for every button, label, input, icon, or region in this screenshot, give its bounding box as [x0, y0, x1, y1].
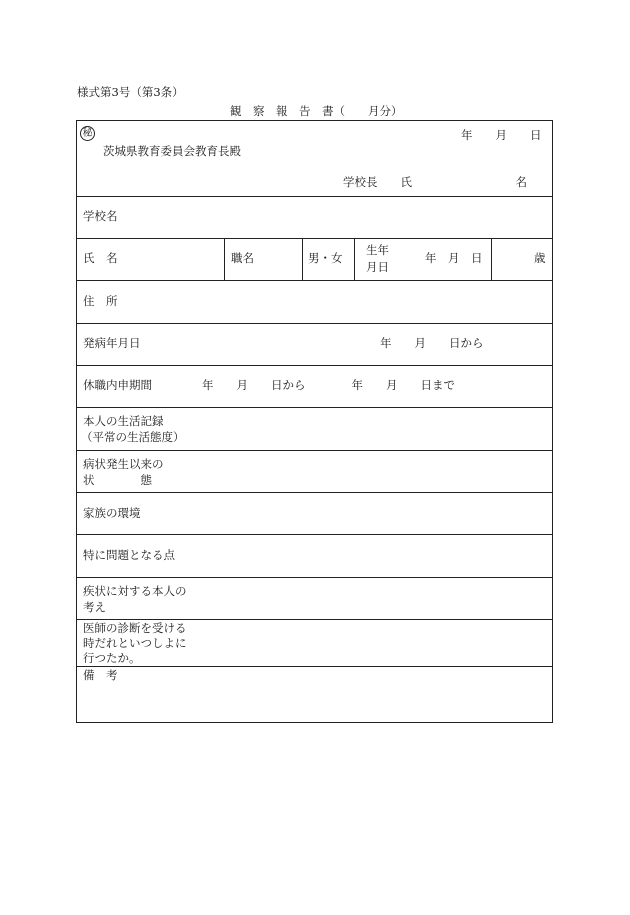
name-label: 氏 名	[83, 251, 118, 265]
condition-label-line1: 病状発生以来の	[83, 457, 164, 471]
issues-label: 特に問題となる点	[83, 548, 175, 562]
onset-date-label: 発病年月日	[83, 336, 141, 350]
document-title: 観 察 報 告 書（ 月分）	[230, 104, 403, 118]
self-opinion-line1: 疾状に対する本人の	[83, 584, 187, 598]
secret-seal-icon: 秘	[80, 126, 95, 141]
birth-label-line1: 生年	[366, 243, 389, 257]
school-name-label: 学校名	[83, 209, 118, 223]
leave-period-label: 休職内申期間	[83, 378, 152, 392]
column-divider	[491, 238, 492, 280]
row-divider	[77, 238, 552, 239]
row-divider	[77, 407, 552, 408]
principal-signature-line: 学校長 氏 名	[343, 175, 527, 189]
row-divider	[77, 577, 552, 578]
recipient: 茨城県教育委員会教育長殿	[103, 144, 241, 158]
row-divider	[77, 492, 552, 493]
gender-field: 男・女	[308, 251, 343, 265]
birth-date-field: 年 月 日	[425, 251, 483, 265]
report-date: 年 月 日	[461, 128, 542, 142]
leave-period-value: 年 月 日から 年 月 日まで	[202, 378, 455, 392]
column-divider	[302, 238, 303, 280]
form-number: 様式第3号（第3条）	[77, 85, 184, 99]
row-divider	[77, 323, 552, 324]
self-opinion-line2: 考え	[83, 600, 106, 614]
row-divider	[77, 450, 552, 451]
doctor-visit-line1: 医師の診断を受ける	[83, 621, 187, 635]
row-divider	[77, 196, 552, 197]
remarks-label: 備 考	[83, 668, 118, 682]
address-label: 住 所	[83, 294, 118, 308]
life-record-sublabel: （平常の生活態度）	[81, 430, 185, 444]
column-divider	[224, 238, 225, 280]
report-form	[76, 120, 553, 723]
onset-date-value: 年 月 日から	[380, 336, 484, 350]
column-divider	[354, 238, 355, 280]
row-divider	[77, 666, 552, 667]
life-record-label: 本人の生活記録	[83, 414, 164, 428]
doctor-visit-line3: 行つたか。	[83, 651, 141, 665]
condition-label-line2: 状 態	[83, 473, 152, 487]
row-divider	[77, 534, 552, 535]
row-divider	[77, 365, 552, 366]
family-environment-label: 家族の環境	[83, 506, 141, 520]
age-unit: 歳	[534, 251, 546, 265]
doctor-visit-line2: 時だれといつしよに	[83, 636, 187, 650]
position-label: 職名	[231, 251, 254, 265]
birth-label-line2: 月日	[366, 260, 389, 274]
row-divider	[77, 280, 552, 281]
